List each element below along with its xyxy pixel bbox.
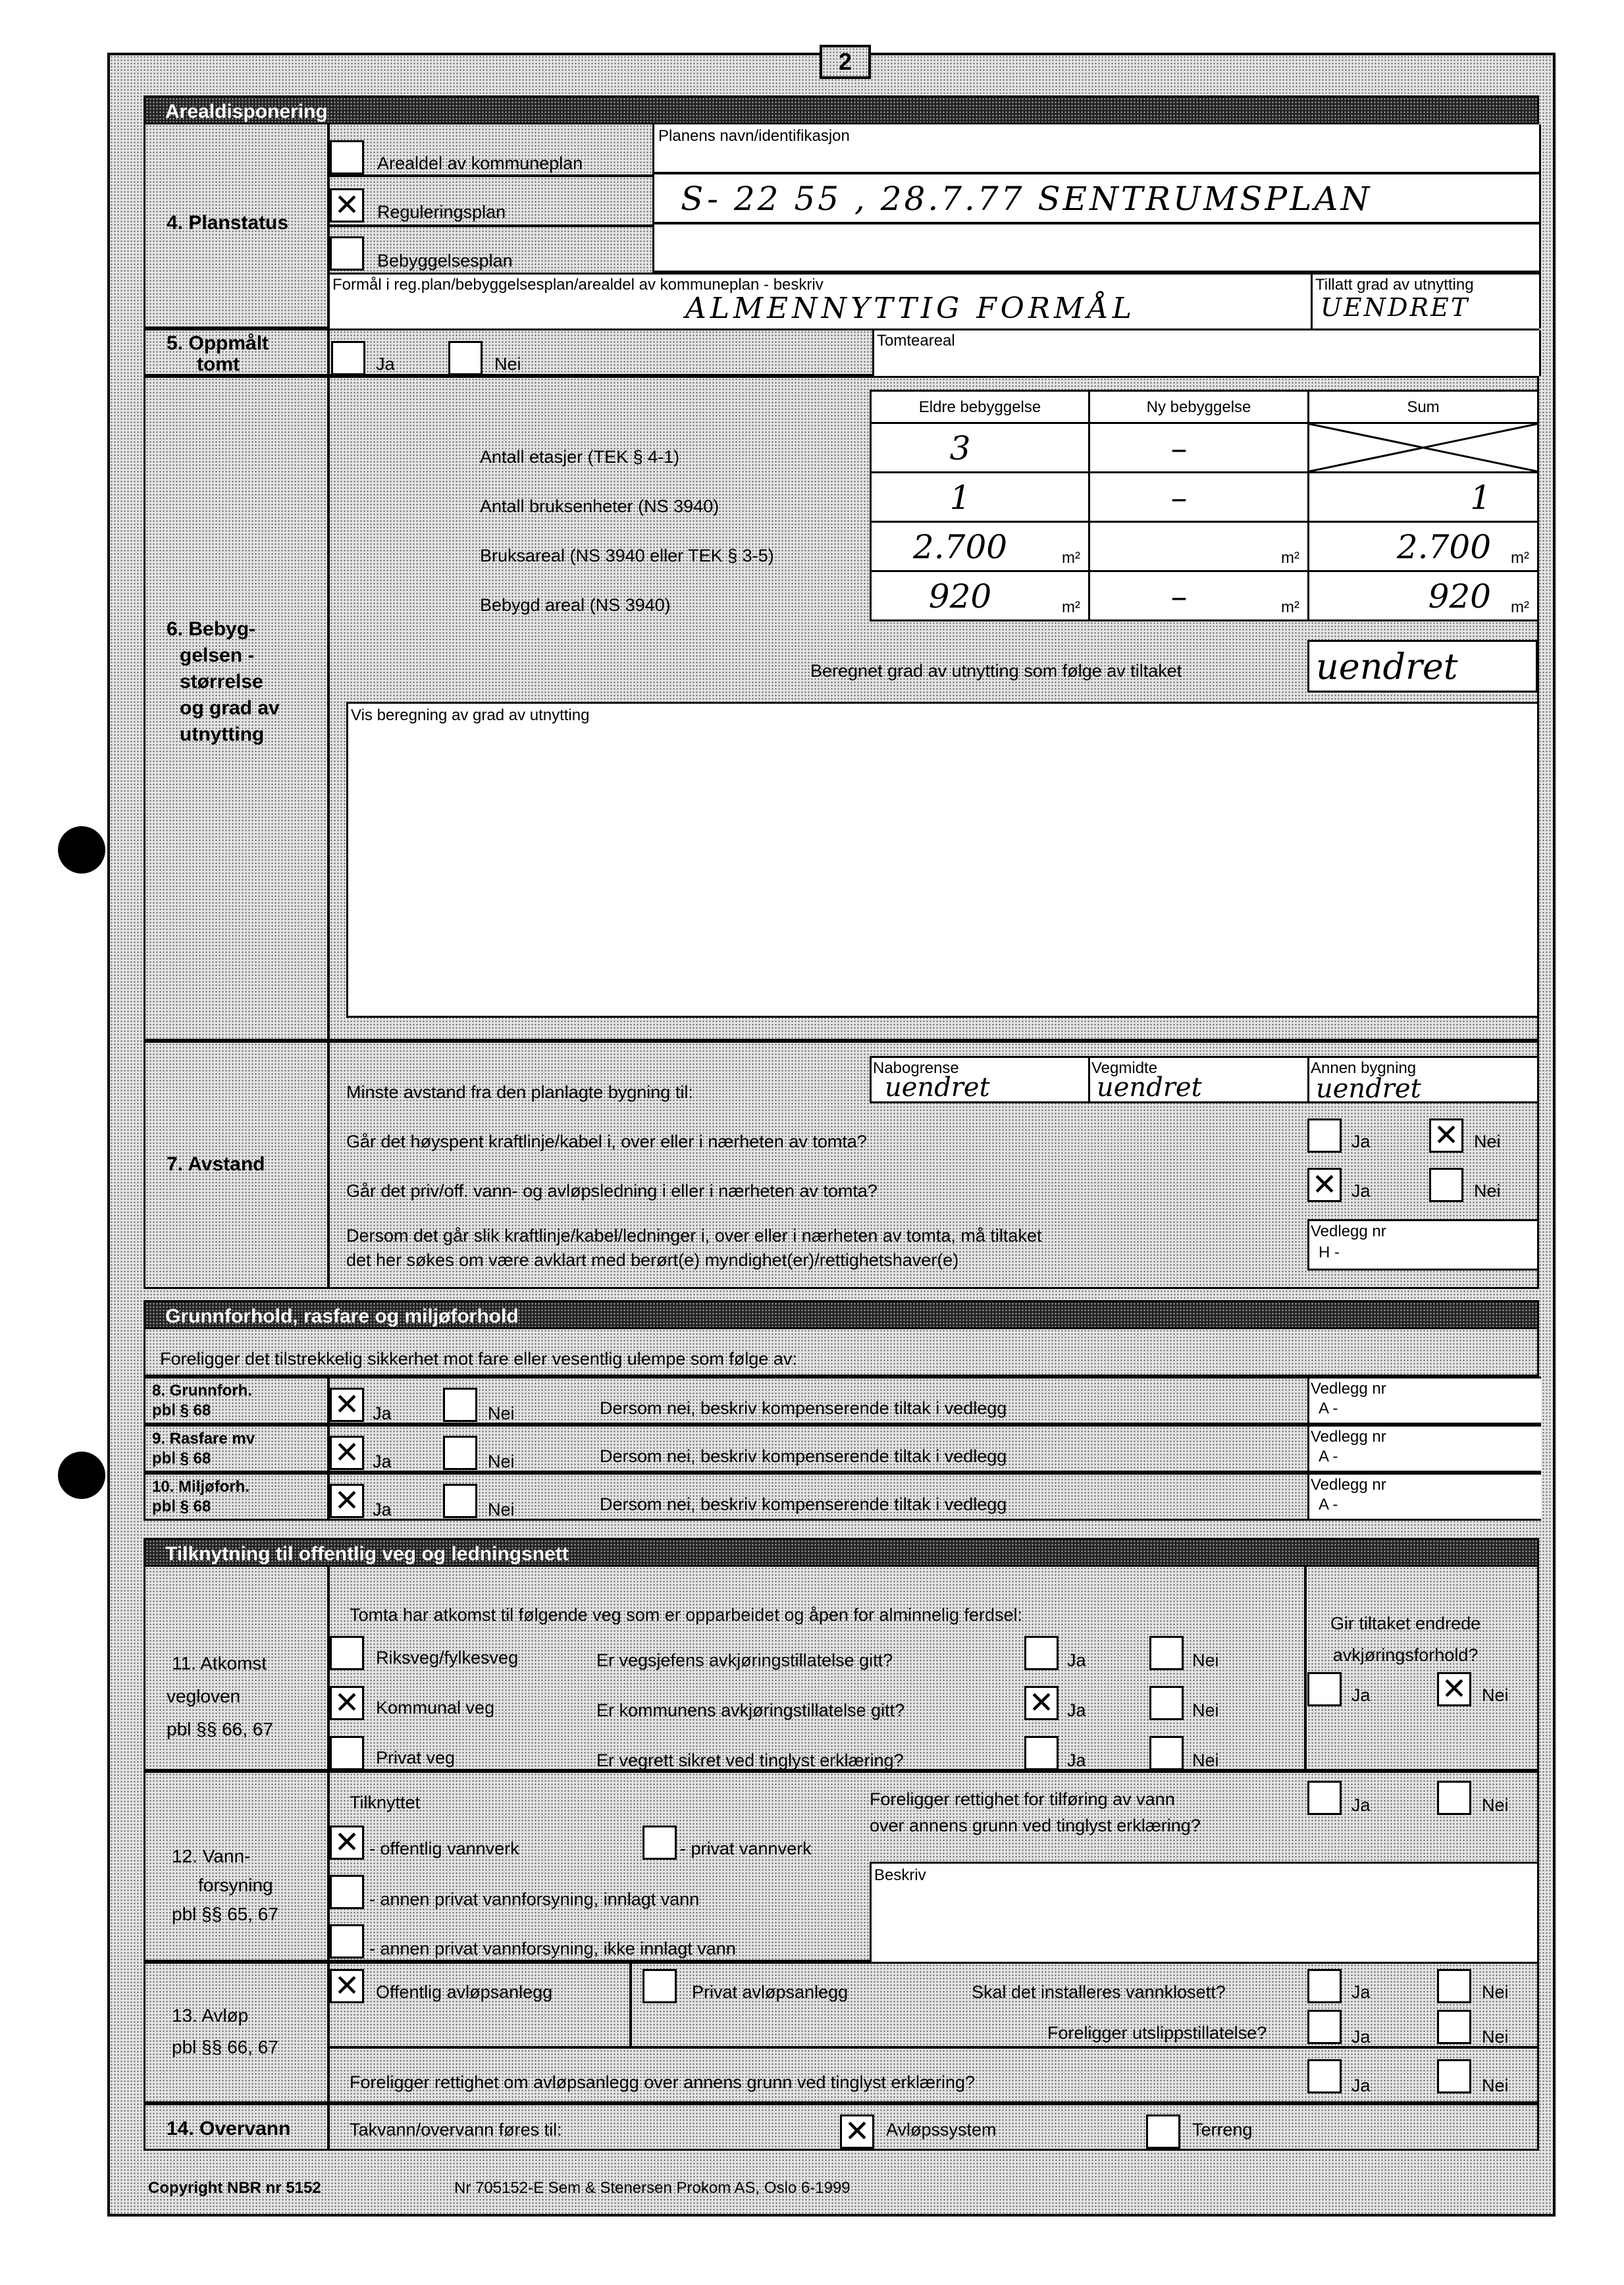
unit-label: m² bbox=[1281, 549, 1299, 567]
check-mark-icon: ✕ bbox=[1311, 1167, 1338, 1202]
grunnforhold-intro-row bbox=[144, 1329, 1539, 1377]
checkbox-privat-vannverk[interactable] bbox=[642, 1825, 677, 1860]
check-mark-icon: ✕ bbox=[334, 1968, 360, 2003]
table-value: 3 bbox=[949, 429, 971, 467]
row-label-etasjer: Antall etasjer (TEK § 4-1) bbox=[480, 447, 680, 467]
option-arealdel-label: Arealdel av kommuneplan bbox=[377, 153, 583, 173]
checkbox-hoyspent-nei[interactable] bbox=[1429, 1118, 1463, 1153]
table-cell-sum[interactable] bbox=[1307, 521, 1539, 572]
checkbox-oppmalt-nei[interactable] bbox=[448, 341, 483, 375]
unit-label: m² bbox=[1511, 549, 1529, 567]
hazard-label: 10. Miljøforh. pbl § 68 bbox=[152, 1478, 250, 1515]
table-value: – bbox=[1170, 577, 1188, 616]
checkbox-road-nei[interactable] bbox=[1149, 1686, 1184, 1720]
overvann-row: 14. Overvann Takvann/overvann føres til: ✕ Avløpssystem Terreng bbox=[144, 2103, 1539, 2151]
beskriv-vann-field[interactable]: Beskriv bbox=[870, 1862, 1539, 1962]
section-header-grunnforhold: Grunnforhold, rasfare og miljøforhold bbox=[144, 1300, 1539, 1329]
allowed-utilization-value: UENDRET bbox=[1321, 293, 1470, 322]
vannklosett-question: Skal det installeres vannklosett? bbox=[972, 1982, 1226, 2002]
checkbox-rettighet-vann-nei[interactable] bbox=[1437, 1781, 1471, 1815]
vis-beregning-label: Vis beregning av grad av utnytting bbox=[351, 706, 590, 724]
bebyggelse-label: 6. Bebyg- gelsen - størrelse og grad av utnytting bbox=[167, 618, 280, 745]
hazard-label: 9. Rasfare mv pbl § 68 bbox=[152, 1430, 255, 1467]
tomteareal-field[interactable] bbox=[872, 330, 1541, 376]
check-mark-icon: ✕ bbox=[334, 1386, 360, 1422]
checkbox-hazard-nei[interactable] bbox=[443, 1388, 477, 1422]
planstatus-label: 4. Planstatus bbox=[167, 212, 289, 234]
check-mark-icon: ✕ bbox=[334, 1434, 360, 1470]
option-bebyggelsesplan-label: Bebyggelsesplan bbox=[377, 251, 513, 271]
minste-avstand-label: Minste avstand fra den planlagte bygning til: bbox=[346, 1082, 693, 1102]
hazard-note: Dersom nei, beskriv kompenserende tiltak i vedlegg bbox=[600, 1446, 1007, 1466]
avlop-label: 13. Avløp pbl §§ 66, 67 bbox=[172, 2005, 278, 2057]
column-header: Sum bbox=[1307, 390, 1539, 424]
oppmalt-tomt-label: 5. Oppmålt tomt bbox=[167, 332, 269, 375]
vannforsyning-row: 12. Vann- forsyning pbl §§ 65, 67 Tilknyttet ✕ - offentlig vannverk - privat vannverk - annen privat vannforsyning, innlagt vann - annen privat vannforsyning, ikke innlagt vann Foreligger rettighet for tilføring av vann over annens grunn ved tinglyst erklæring? Ja Nei Beskriv bbox=[144, 1771, 1539, 1962]
hazard-row: 9. Rasfare mv pbl § 68 ✕ Ja Nei Dersom nei, beskriv kompenserende tiltak i vedlegg Vedlegg nr A - bbox=[144, 1425, 1539, 1473]
checkbox-road-nei[interactable] bbox=[1149, 1636, 1184, 1670]
rettighet-avlop-question: Foreligger rettighet om avløpsanlegg over annens grunn ved tinglyst erklæring? bbox=[350, 2072, 976, 2092]
vedlegg-a-field[interactable]: Vedlegg nr A - bbox=[1307, 1377, 1541, 1425]
checkbox-terreng[interactable] bbox=[1146, 2114, 1180, 2149]
check-mark-icon: ✕ bbox=[334, 1685, 360, 1720]
allowed-utilization-label: Tillatt grad av utnytting bbox=[1315, 276, 1474, 294]
hazard-note: Dersom nei, beskriv kompenserende tiltak i vedlegg bbox=[600, 1398, 1007, 1418]
unit-label: m² bbox=[1511, 598, 1529, 616]
section-header-arealdisponering: Arealdisponering bbox=[144, 95, 1539, 124]
avlop-row: 13. Avløp pbl §§ 66, 67 ✕ Offentlig avløpsanlegg Privat avløpsanlegg Skal det installeres vannklosett? Ja Nei Foreligger utslippstillatelse? Ja Nei Foreligger rettighet om avløpsanlegg over annens grunn ved tinglyst erklæring? Ja Nei bbox=[144, 1962, 1539, 2103]
footer-copyright: Copyright NBR nr 5152 bbox=[148, 2179, 321, 2197]
table-cell-eldre[interactable] bbox=[870, 471, 1090, 523]
distance-nabogrense-field[interactable]: Nabogrense uendret bbox=[870, 1056, 1090, 1103]
table-cell-ny[interactable] bbox=[1088, 422, 1309, 473]
road-type-label: Privat veg bbox=[376, 1748, 456, 1768]
atkomst-intro: Tomta har atkomst til følgende veg som er opparbeidet og åpen for alminnelig ferdsel: bbox=[350, 1605, 1023, 1625]
plan-name-label: Planens navn/identifikasjon bbox=[658, 127, 850, 145]
checkbox-road-type[interactable] bbox=[330, 1736, 364, 1770]
table-cell-sum[interactable] bbox=[1307, 471, 1539, 523]
utslippstillatelse-question: Foreligger utslippstillatelse? bbox=[1047, 2023, 1267, 2043]
tilknyttet-label: Tilknyttet bbox=[350, 1793, 421, 1812]
table-value: 2.700 bbox=[1396, 528, 1491, 566]
tomteareal-label: Tomteareal bbox=[877, 332, 955, 350]
checkbox-vannledning-nei[interactable] bbox=[1429, 1168, 1463, 1202]
checkbox-hazard-nei[interactable] bbox=[443, 1436, 477, 1470]
distance-annen-bygning-field[interactable]: Annen bygning uendret bbox=[1307, 1056, 1539, 1103]
checkbox-vannledning-ja[interactable] bbox=[1307, 1168, 1342, 1202]
checkbox-rettighet-avlop-ja[interactable] bbox=[1307, 2059, 1342, 2093]
checkbox-hazard-ja[interactable] bbox=[330, 1484, 364, 1518]
overvann-label: 14. Overvann bbox=[167, 2118, 291, 2140]
table-cell-ny[interactable] bbox=[1088, 471, 1309, 523]
beregnet-field[interactable] bbox=[1307, 640, 1538, 693]
grunnforhold-intro: Foreligger det tilstrekkelig sikkerhet mot fare eller vesentlig ulempe som følge av: bbox=[160, 1349, 797, 1369]
check-mark-icon: ✕ bbox=[334, 1483, 360, 1518]
checkbox-road-ja[interactable] bbox=[1024, 1636, 1059, 1670]
table-cell-eldre[interactable] bbox=[870, 521, 1090, 572]
bebyggelse-table bbox=[870, 390, 1541, 620]
table-value: 1 bbox=[1470, 479, 1491, 517]
check-mark-icon: ✕ bbox=[1441, 1671, 1467, 1706]
binder-hole-mark bbox=[58, 826, 105, 874]
page-number: 2 bbox=[820, 45, 871, 79]
bebyggelse-row bbox=[144, 376, 1539, 1041]
vannforsyning-label: 12. Vann- forsyning pbl §§ 65, 67 bbox=[172, 1846, 278, 1924]
check-mark-icon: ✕ bbox=[844, 2113, 870, 2149]
checkbox-reguleringsplan[interactable] bbox=[330, 188, 364, 223]
oppmalt-ja-label: Ja bbox=[376, 354, 395, 374]
table-value: – bbox=[1170, 429, 1188, 467]
checkbox-offentlig-vannverk[interactable] bbox=[330, 1825, 364, 1860]
cross-out-icon bbox=[1309, 424, 1537, 471]
table-value: – bbox=[1170, 479, 1188, 517]
table-cell-eldre[interactable] bbox=[870, 570, 1090, 621]
vedlegg-a-field[interactable]: Vedlegg nr A - bbox=[1307, 1473, 1541, 1521]
plan-name-field[interactable] bbox=[652, 124, 1541, 273]
allowed-utilization-field[interactable] bbox=[1311, 273, 1541, 328]
table-cell-ny[interactable] bbox=[1088, 521, 1309, 572]
avstand-note-line2: det her søkes om være avklart med berørt(e) myndighet(er)/rettighetshaver(e) bbox=[346, 1250, 959, 1270]
checkbox-vannklosett-nei[interactable] bbox=[1437, 1969, 1471, 2003]
checkbox-utslipp-ja[interactable] bbox=[1307, 2010, 1342, 2044]
vannledning-question: Går det priv/off. vann- og avløpsledning i eller i nærheten av tomta? bbox=[346, 1181, 877, 1201]
table-cell-ny[interactable] bbox=[1088, 570, 1309, 621]
table-value: 920 bbox=[1428, 577, 1491, 616]
avstand-note-line1: Dersom det går slik kraftlinje/kabel/ledninger i, over eller i nærheten av tomta, må tiltaket bbox=[346, 1226, 1042, 1246]
unit-label: m² bbox=[1062, 549, 1080, 567]
checkbox-road-ja[interactable] bbox=[1024, 1686, 1059, 1720]
checkbox-rettighet-vann-ja[interactable] bbox=[1307, 1781, 1342, 1815]
distance-vegmidte-field[interactable]: Vegmidte uendret bbox=[1088, 1056, 1309, 1103]
section-header-tilknytning: Tilknytning til offentlig veg og ledningsnett bbox=[144, 1538, 1539, 1567]
checkbox-endrede-ja[interactable] bbox=[1307, 1672, 1342, 1706]
checkbox-privat-innlagt[interactable] bbox=[330, 1875, 364, 1909]
table-cell-sum[interactable] bbox=[1307, 422, 1539, 473]
hazard-label: 8. Grunnforh. pbl § 68 bbox=[152, 1382, 252, 1419]
row-label-bebygd-areal: Bebygd areal (NS 3940) bbox=[480, 595, 671, 615]
purpose-label: Formål i reg.plan/bebyggelsesplan/arealdel av kommuneplan - beskriv bbox=[332, 276, 824, 294]
checkbox-vannklosett-ja[interactable] bbox=[1307, 1969, 1342, 2003]
road-question: Er kommunens avkjøringstillatelse gitt? bbox=[596, 1700, 905, 1720]
purpose-value: ALMENNYTTIG FORMÅL bbox=[685, 292, 1136, 325]
vedlegg-a-field[interactable]: Vedlegg nr A - bbox=[1307, 1425, 1541, 1473]
avstand-row: 7. Avstand Minste avstand fra den planlagte bygning til: Nabogrense uendret Vegmidte uendret Annen bygning uendret Går det høyspent kraftlinje/kabel i, over eller i nærheten av tomta? Ja ✕ Nei Går det priv/off. vann- og avløpsledning i eller i nærheten av tomta? ✕ Ja Nei Dersom det går slik kraftlinje/kabel/ledninger i, over eller i nærheten av tomta, må tiltaket det her søkes om være avklart med berørt(e) myndighet(er)/rettighetshaver(e) Vedlegg nr H - bbox=[144, 1041, 1539, 1289]
checkbox-hazard-ja[interactable] bbox=[330, 1436, 364, 1470]
rettighet-vann-question: Foreligger rettighet for tilføring av vann over annens grunn ved tinglyst erklæring? bbox=[870, 1789, 1201, 1835]
column-header: Eldre bebyggelse bbox=[870, 390, 1090, 424]
checkbox-oppmalt-ja[interactable] bbox=[331, 341, 365, 375]
road-type-label: Kommunal veg bbox=[376, 1698, 495, 1718]
hoyspent-question: Går det høyspent kraftlinje/kabel i, over eller i nærheten av tomta? bbox=[346, 1132, 867, 1151]
road-question: Er vegsjefens avkjøringstillatelse gitt? bbox=[596, 1650, 893, 1670]
checkbox-hazard-nei[interactable] bbox=[443, 1484, 477, 1518]
option-reguleringsplan-label: Reguleringsplan bbox=[377, 202, 506, 222]
atkomst-row: 11. Atkomst vegloven pbl §§ 66, 67 Tomta har atkomst til følgende veg som er opparbeidet og åpen for alminnelig ferdsel: Riksveg/fylkesveg Er vegsjefens avkjøringstillatelse gitt? Ja Nei ✕ Kommunal veg Er kommunens avkjøringstillatelse gitt? ✕ Ja Nei Privat veg Er vegrett sikret ved tinglyst erklæring? Ja Nei Gir tiltaket endrede avkjøringsforhold? Ja ✕ Nei bbox=[144, 1567, 1539, 1771]
check-mark-icon: ✕ bbox=[1433, 1117, 1459, 1153]
road-type-label: Riksveg/fylkesveg bbox=[376, 1648, 519, 1668]
hazard-row: 8. Grunnforh. pbl § 68 ✕ Ja Nei Dersom nei, beskriv kompenserende tiltak i vedlegg Vedlegg nr A - bbox=[144, 1377, 1539, 1425]
checkbox-avlopssystem[interactable] bbox=[840, 2114, 874, 2149]
checkbox-rettighet-avlop-nei[interactable] bbox=[1437, 2059, 1471, 2093]
oppmalt-tomt-row bbox=[144, 328, 1539, 376]
atkomst-label: 11. Atkomst vegloven pbl §§ 66, 67 bbox=[167, 1653, 273, 1739]
plan-name-value: S- 22 55 , 28.7.77 SENTRUMSPLAN bbox=[681, 180, 1373, 218]
table-value: 2.700 bbox=[912, 528, 1008, 566]
table-cell-sum[interactable] bbox=[1307, 570, 1539, 621]
check-mark-icon: ✕ bbox=[334, 1824, 360, 1860]
beregnet-label: Beregnet grad av utnytting som følge av tiltaket bbox=[810, 661, 1182, 681]
vedlegg-h-field[interactable]: Vedlegg nr H - bbox=[1307, 1219, 1539, 1271]
checkbox-road-type[interactable] bbox=[330, 1636, 364, 1670]
beregnet-value: uendret bbox=[1316, 646, 1458, 687]
endrede-avkjoring-question: Gir tiltaket endrede avkjøringsforhold? bbox=[1330, 1614, 1481, 1665]
checkbox-road-type[interactable] bbox=[330, 1686, 364, 1720]
overvann-question: Takvann/overvann føres til: bbox=[350, 2120, 562, 2140]
checkbox-hoyspent-ja[interactable] bbox=[1307, 1118, 1342, 1153]
oppmalt-nei-label: Nei bbox=[494, 354, 521, 374]
row-label-bruksareal: Bruksareal (NS 3940 eller TEK § 3-5) bbox=[480, 546, 774, 565]
road-question: Er vegrett sikret ved tinglyst erklæring? bbox=[596, 1750, 904, 1770]
checkbox-road-nei[interactable] bbox=[1149, 1736, 1184, 1770]
checkbox-road-ja[interactable] bbox=[1024, 1736, 1059, 1770]
checkbox-privat-avlop[interactable] bbox=[642, 1969, 677, 2003]
table-cell-eldre[interactable] bbox=[870, 422, 1090, 473]
checkbox-endrede-nei[interactable] bbox=[1437, 1672, 1471, 1706]
checkbox-utslipp-nei[interactable] bbox=[1437, 2010, 1471, 2044]
footer-publisher: Nr 705152-E Sem & Stenersen Prokom AS, Oslo 6-1999 bbox=[454, 2179, 851, 2197]
hazard-row: 10. Miljøforh. pbl § 68 ✕ Ja Nei Dersom nei, beskriv kompenserende tiltak i vedlegg Vedlegg nr A - bbox=[144, 1473, 1539, 1521]
checkbox-hazard-ja[interactable] bbox=[330, 1388, 364, 1422]
unit-label: m² bbox=[1281, 598, 1299, 616]
hazard-note: Dersom nei, beskriv kompenserende tiltak i vedlegg bbox=[600, 1494, 1007, 1514]
checkbox-arealdel[interactable] bbox=[330, 140, 364, 174]
binder-hole-mark bbox=[58, 1452, 105, 1499]
check-mark-icon: ✕ bbox=[1028, 1685, 1055, 1720]
row-label-bruksenheter: Antall bruksenheter (NS 3940) bbox=[480, 496, 720, 516]
avstand-label: 7. Avstand bbox=[167, 1153, 265, 1175]
table-value: 920 bbox=[928, 577, 992, 616]
column-header: Ny bebyggelse bbox=[1088, 390, 1309, 424]
checkbox-privat-ikke-innlagt[interactable] bbox=[330, 1924, 364, 1958]
checkbox-bebyggelsesplan[interactable] bbox=[330, 236, 364, 271]
check-mark-icon: ✕ bbox=[334, 187, 360, 223]
unit-label: m² bbox=[1062, 598, 1080, 616]
checkbox-offentlig-avlop[interactable] bbox=[330, 1969, 364, 2003]
planstatus-row bbox=[144, 124, 1539, 328]
table-value: 1 bbox=[949, 479, 971, 517]
vis-beregning-field[interactable] bbox=[346, 702, 1539, 1018]
